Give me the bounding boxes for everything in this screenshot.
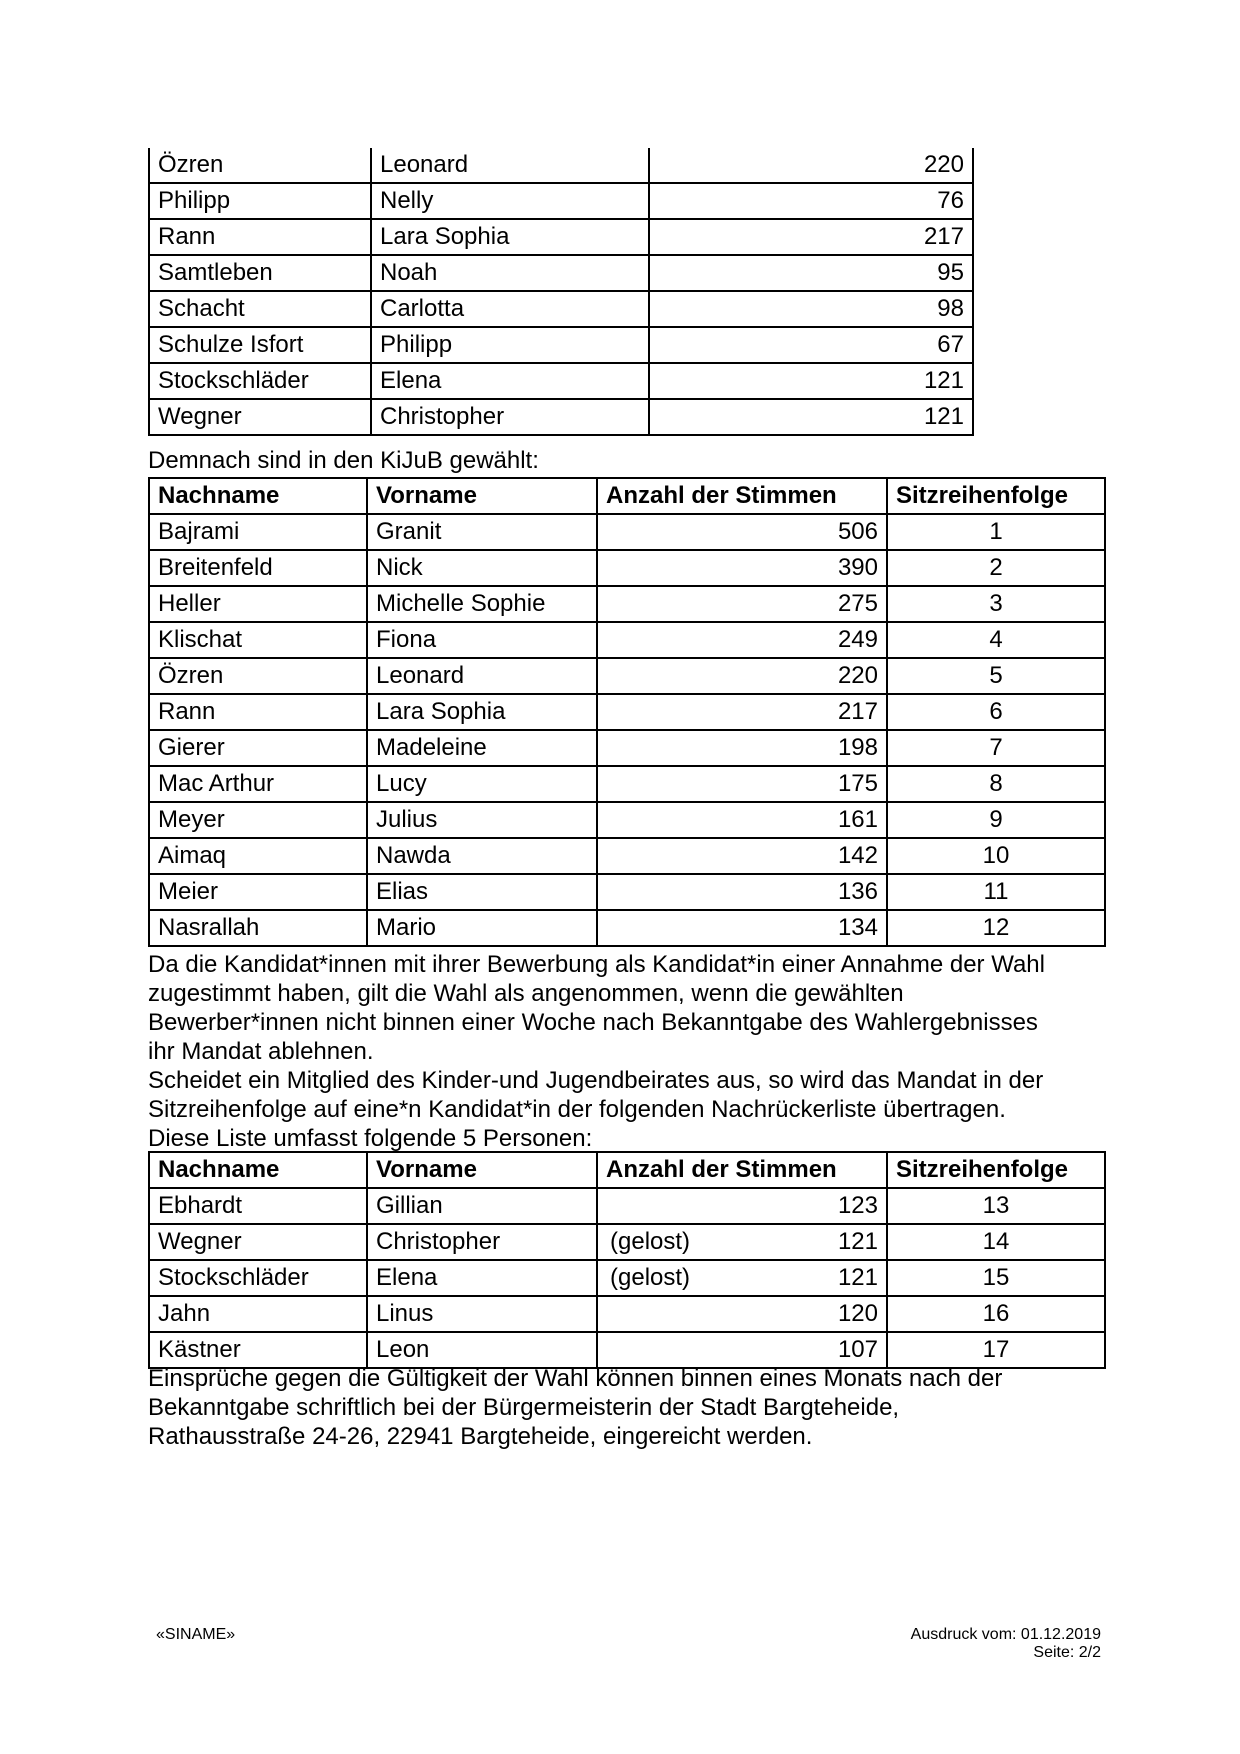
table-row: [149, 658, 1105, 694]
cell-vorname: Lara Sophia: [367, 694, 597, 730]
table-row: [149, 255, 973, 291]
cell-sitzreihenfolge: 12: [887, 910, 1105, 946]
cell-vorname: Christopher: [371, 399, 649, 435]
paragraph-line: ihr Mandat ablehnen.: [148, 1038, 374, 1065]
cell-stimmen: 76: [649, 183, 973, 219]
cell-vorname: Nawda: [367, 838, 597, 874]
header-vorname: Vorname: [367, 478, 597, 514]
cell-stimmen: 98: [649, 291, 973, 327]
cell-vorname: Linus: [367, 1296, 597, 1332]
table-row: [149, 586, 1105, 622]
cell-stimmen: 142: [597, 838, 887, 874]
cell-nachname: Wegner: [149, 1224, 367, 1260]
header-sitzreihenfolge: Sitzreihenfolge: [887, 478, 1105, 514]
cell-nachname: Gierer: [149, 730, 367, 766]
cell-sitzreihenfolge: 5: [887, 658, 1105, 694]
paragraph-line: zugestimmt haben, gilt die Wahl als angenommen, wenn die gewählten: [148, 980, 904, 1007]
cell-sitzreihenfolge: 9: [887, 802, 1105, 838]
vote-count: 107: [837, 1336, 878, 1363]
cell-sitzreihenfolge: 17: [887, 1332, 1105, 1368]
cell-nachname: Stockschläder: [149, 1260, 367, 1296]
cell-sitzreihenfolge: 7: [887, 730, 1105, 766]
table-row: [149, 622, 1105, 658]
cell-vorname: Noah: [371, 255, 649, 291]
cell-vorname: Michelle Sophie: [367, 586, 597, 622]
header-vorname: Vorname: [367, 1152, 597, 1188]
cell-stimmen: [597, 1188, 887, 1224]
cell-stimmen: 95: [649, 255, 973, 291]
elected-header-row: [149, 478, 1105, 514]
cell-nachname: Rann: [149, 694, 367, 730]
paragraph-line: Diese Liste umfasst folgende 5 Personen:: [148, 1125, 593, 1152]
successor-table: [148, 1151, 1106, 1369]
cell-stimmen: 161: [597, 802, 887, 838]
lot-note: (gelost): [610, 1264, 691, 1291]
cell-nachname: Kästner: [149, 1332, 367, 1368]
cell-vorname: Madeleine: [367, 730, 597, 766]
page-number: Seite: 2/2: [1033, 1644, 1101, 1661]
cell-stimmen: 121: [649, 399, 973, 435]
table-row: [149, 838, 1105, 874]
cell-vorname: Nick: [367, 550, 597, 586]
cell-stimmen: 134: [597, 910, 887, 946]
table-row: [149, 363, 973, 399]
table-row: [149, 1260, 1105, 1296]
table-row: [149, 1224, 1105, 1260]
table-row: [149, 219, 973, 255]
cell-nachname: Schulze Isfort: [149, 327, 371, 363]
cell-sitzreihenfolge: 15: [887, 1260, 1105, 1296]
vote-count: 121: [837, 1264, 878, 1291]
cell-sitzreihenfolge: 16: [887, 1296, 1105, 1332]
cell-nachname: Philipp: [149, 183, 371, 219]
table-row: [149, 1332, 1105, 1368]
table-row: [149, 1188, 1105, 1224]
cell-nachname: Stockschläder: [149, 363, 371, 399]
cell-nachname: Samtleben: [149, 255, 371, 291]
acceptance-paragraph: [148, 950, 1108, 1153]
cell-stimmen: 390: [597, 550, 887, 586]
cell-stimmen: 275: [597, 586, 887, 622]
cell-sitzreihenfolge: 6: [887, 694, 1105, 730]
cell-nachname: Meyer: [149, 802, 367, 838]
footer-print-info: [911, 1626, 1101, 1662]
cell-sitzreihenfolge: 14: [887, 1224, 1105, 1260]
cell-sitzreihenfolge: 8: [887, 766, 1105, 802]
cell-nachname: Özren: [149, 148, 371, 183]
header-nachname: Nachname: [149, 478, 367, 514]
cell-vorname: Lucy: [367, 766, 597, 802]
cell-vorname: Nelly: [371, 183, 649, 219]
cell-stimmen: [597, 1224, 887, 1260]
cell-sitzreihenfolge: 10: [887, 838, 1105, 874]
cell-nachname: Meier: [149, 874, 367, 910]
cell-nachname: Heller: [149, 586, 367, 622]
cell-vorname: Elias: [367, 874, 597, 910]
cell-vorname: Fiona: [367, 622, 597, 658]
cell-sitzreihenfolge: 4: [887, 622, 1105, 658]
cell-sitzreihenfolge: 13: [887, 1188, 1105, 1224]
table-row: [149, 514, 1105, 550]
paragraph-line: Einsprüche gegen die Gültigkeit der Wahl können binnen eines Monats nach der: [148, 1365, 1003, 1392]
cell-vorname: Leon: [367, 1332, 597, 1368]
cell-sitzreihenfolge: 11: [887, 874, 1105, 910]
cell-vorname: Christopher: [367, 1224, 597, 1260]
table-row: [149, 1296, 1105, 1332]
cell-stimmen: 220: [649, 148, 973, 183]
objection-paragraph: [148, 1364, 1108, 1451]
cell-vorname: Granit: [367, 514, 597, 550]
table-row: [149, 694, 1105, 730]
header-stimmen: Anzahl der Stimmen: [597, 1152, 887, 1188]
cell-vorname: Carlotta: [371, 291, 649, 327]
cell-nachname: Schacht: [149, 291, 371, 327]
paragraph-line: Bekanntgabe schriftlich bei der Bürgermeisterin der Stadt Bargteheide,: [148, 1394, 900, 1421]
vote-count: 121: [837, 1228, 878, 1255]
table-row: [149, 874, 1105, 910]
paragraph-line: Bewerber*innen nicht binnen einer Woche nach Bekanntgabe des Wahlergebnisses: [148, 1009, 1038, 1036]
table-row: [149, 550, 1105, 586]
candidates-table-continued: [148, 148, 974, 436]
cell-nachname: Aimaq: [149, 838, 367, 874]
paragraph-line: Scheidet ein Mitglied des Kinder-und Jugendbeirates aus, so wird das Mandat in der: [148, 1067, 1044, 1094]
cell-stimmen: 217: [649, 219, 973, 255]
cell-vorname: Elena: [367, 1260, 597, 1296]
cell-vorname: Lara Sophia: [371, 219, 649, 255]
cell-stimmen: 136: [597, 874, 887, 910]
cell-stimmen: [597, 1332, 887, 1368]
paragraph-line: Rathausstraße 24-26, 22941 Bargteheide, eingereicht werden.: [148, 1423, 813, 1450]
cell-vorname: Leonard: [371, 148, 649, 183]
table-row: [149, 291, 973, 327]
cell-stimmen: [597, 1296, 887, 1332]
cell-nachname: Wegner: [149, 399, 371, 435]
cell-sitzreihenfolge: 2: [887, 550, 1105, 586]
cell-stimmen: [597, 1260, 887, 1296]
elected-table: [148, 477, 1106, 947]
cell-nachname: Mac Arthur: [149, 766, 367, 802]
cell-stimmen: 249: [597, 622, 887, 658]
cell-sitzreihenfolge: 1: [887, 514, 1105, 550]
cell-vorname: Leonard: [367, 658, 597, 694]
cell-vorname: Philipp: [371, 327, 649, 363]
table-row: [149, 327, 973, 363]
vote-count: 120: [837, 1300, 878, 1327]
table-row: [149, 766, 1105, 802]
table-row: [149, 183, 973, 219]
cell-nachname: Rann: [149, 219, 371, 255]
cell-stimmen: 217: [597, 694, 887, 730]
cell-stimmen: 67: [649, 327, 973, 363]
header-nachname: Nachname: [149, 1152, 367, 1188]
lot-note: (gelost): [610, 1228, 691, 1255]
cell-stimmen: 121: [649, 363, 973, 399]
cell-nachname: Özren: [149, 658, 367, 694]
cell-nachname: Ebhardt: [149, 1188, 367, 1224]
table-row: [149, 910, 1105, 946]
table-row: [149, 802, 1105, 838]
cell-vorname: Elena: [371, 363, 649, 399]
cell-stimmen: 506: [597, 514, 887, 550]
print-date: Ausdruck vom: 01.12.2019: [910, 1626, 1101, 1643]
cell-nachname: Jahn: [149, 1296, 367, 1332]
cell-stimmen: 220: [597, 658, 887, 694]
cell-stimmen: 198: [597, 730, 887, 766]
header-sitzreihenfolge: Sitzreihenfolge: [887, 1152, 1105, 1188]
cell-nachname: Klischat: [149, 622, 367, 658]
paragraph-line: Sitzreihenfolge auf eine*n Kandidat*in der folgenden Nachrückerliste übertragen.: [148, 1096, 1006, 1123]
table-row: [149, 148, 973, 183]
table-row: [149, 730, 1105, 766]
header-stimmen: Anzahl der Stimmen: [597, 478, 887, 514]
cell-nachname: Breitenfeld: [149, 550, 367, 586]
cell-vorname: Julius: [367, 802, 597, 838]
cell-vorname: Mario: [367, 910, 597, 946]
footer-placeholder: «SINAME»: [156, 1626, 236, 1643]
cell-nachname: Nasrallah: [149, 910, 367, 946]
vote-count: 123: [837, 1192, 878, 1219]
paragraph-line: Da die Kandidat*innen mit ihrer Bewerbung als Kandidat*in einer Annahme der Wahl: [148, 951, 1045, 978]
cell-sitzreihenfolge: 3: [887, 586, 1105, 622]
cell-stimmen: 175: [597, 766, 887, 802]
table-row: [149, 399, 973, 435]
cell-vorname: Gillian: [367, 1188, 597, 1224]
elected-intro: Demnach sind in den KiJuB gewählt:: [148, 447, 539, 474]
successor-header-row: [149, 1152, 1105, 1188]
cell-nachname: Bajrami: [149, 514, 367, 550]
